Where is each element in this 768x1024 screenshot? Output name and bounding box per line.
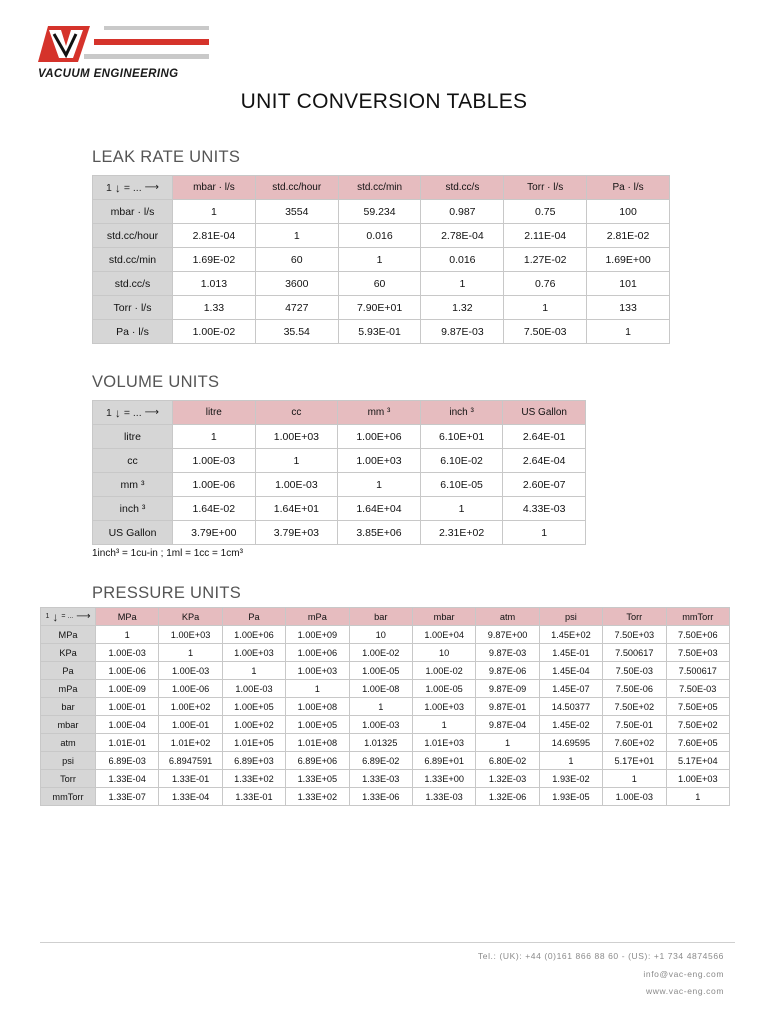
table-row	[41, 716, 730, 734]
table-cell: 1	[587, 320, 670, 344]
row-header: inch ³	[93, 497, 173, 521]
table-cell: 0.016	[338, 224, 421, 248]
table-cell: 1.00E+06	[338, 425, 421, 449]
row-header: Pa	[41, 662, 96, 680]
table-cell: 1	[666, 788, 729, 806]
table-cell: 1.00E-03	[173, 449, 256, 473]
table-cell: 1	[173, 200, 256, 224]
table-row	[41, 662, 730, 680]
volume-header-row	[93, 401, 586, 425]
leak-rate-table	[92, 175, 670, 344]
table-row	[93, 200, 670, 224]
table-cell: 2.78E-04	[421, 224, 504, 248]
row-header: Torr · l/s	[93, 296, 173, 320]
table-cell: 1.00E-02	[173, 320, 256, 344]
table-cell: 0.987	[421, 200, 504, 224]
row-header: psi	[41, 752, 96, 770]
table-cell: 60	[338, 272, 421, 296]
row-header: mPa	[41, 680, 96, 698]
table-cell: 9.87E-06	[476, 662, 539, 680]
table-cell: 10	[349, 626, 412, 644]
table-cell: 1.33E-03	[412, 788, 475, 806]
table-cell: 1.00E-01	[159, 716, 222, 734]
table-cell: 4.33E-03	[503, 497, 586, 521]
table-cell: 7.60E+05	[666, 734, 729, 752]
table-cell: 1.33E-06	[349, 788, 412, 806]
table-cell: 1.00E-02	[349, 644, 412, 662]
table-row	[41, 788, 730, 806]
table-cell: 3600	[255, 272, 338, 296]
arrow-right-icon: ⟶	[144, 407, 159, 418]
table-cell: 5.17E+04	[666, 752, 729, 770]
table-row	[41, 644, 730, 662]
table-cell: 1	[504, 296, 587, 320]
column-header: std.cc/hour	[255, 176, 338, 200]
table-cell: 1.00E-08	[349, 680, 412, 698]
table-cell: 2.64E-04	[503, 449, 586, 473]
table-cell: 7.50E+02	[603, 698, 666, 716]
table-cell: 1.01E+03	[412, 734, 475, 752]
table-cell: 0.75	[504, 200, 587, 224]
row-header: US Gallon	[93, 521, 173, 545]
table-cell: 1.00E+09	[286, 626, 349, 644]
table-cell: 9.87E+00	[476, 626, 539, 644]
table-cell: 1.00E+03	[338, 449, 421, 473]
table-cell: 0.016	[421, 248, 504, 272]
table-cell: 1.00E+06	[286, 644, 349, 662]
table-row	[41, 698, 730, 716]
arrow-down-icon: ↓	[52, 609, 59, 624]
table-cell: 4727	[255, 296, 338, 320]
table-cell: 1.00E+03	[286, 662, 349, 680]
corner-one: 1	[106, 181, 112, 194]
column-header: KPa	[159, 608, 222, 626]
leak-rate-title: LEAK RATE UNITS	[92, 148, 241, 166]
table-cell: 1.00E+03	[222, 644, 285, 662]
row-header: cc	[93, 449, 173, 473]
table-cell: 7.500617	[603, 644, 666, 662]
table-cell: 1.00E-04	[96, 716, 159, 734]
table-cell: 1.00E-03	[255, 473, 338, 497]
table-cell: 7.50E-01	[603, 716, 666, 734]
table-cell: 3554	[255, 200, 338, 224]
table-cell: 1.00E+08	[286, 698, 349, 716]
row-header: std.cc/s	[93, 272, 173, 296]
column-header: bar	[349, 608, 412, 626]
table-cell: 59.234	[338, 200, 421, 224]
table-cell: 6.89E+01	[412, 752, 475, 770]
table-cell: 6.89E-03	[96, 752, 159, 770]
table-cell: 1.00E-09	[96, 680, 159, 698]
column-header: mm ³	[338, 401, 421, 425]
table-cell: 1.93E-02	[539, 770, 602, 788]
column-header: std.cc/min	[338, 176, 421, 200]
row-header: KPa	[41, 644, 96, 662]
table-cell: 1	[338, 473, 421, 497]
table-cell: 1.00E-02	[412, 662, 475, 680]
table-cell: 9.87E-03	[476, 644, 539, 662]
table-cell: 9.87E-04	[476, 716, 539, 734]
corner-legend-content	[106, 182, 159, 194]
table-cell: 1.00E-05	[349, 662, 412, 680]
column-header: Pa	[222, 608, 285, 626]
table-cell: 1.45E-07	[539, 680, 602, 698]
table-cell: 1.00E-01	[96, 698, 159, 716]
column-header: mbar · l/s	[173, 176, 256, 200]
table-cell: 1.00E+03	[255, 425, 338, 449]
table-cell: 1.69E+00	[587, 248, 670, 272]
table-cell: 7.50E-03	[504, 320, 587, 344]
table-cell: 1	[159, 644, 222, 662]
table-cell: 1.33E-01	[159, 770, 222, 788]
brand-name: VACUUM ENGINEERING	[38, 68, 179, 80]
volume-table	[92, 400, 586, 545]
table-cell: 1	[412, 716, 475, 734]
table-cell: 1.69E-02	[173, 248, 256, 272]
table-cell: 1	[255, 224, 338, 248]
row-header: Pa · l/s	[93, 320, 173, 344]
table-cell: 6.89E+06	[286, 752, 349, 770]
table-cell: 1.00E-03	[159, 662, 222, 680]
table-cell: 6.89E+03	[222, 752, 285, 770]
table-row	[93, 248, 670, 272]
table-cell: 1.00E+03	[412, 698, 475, 716]
corner-legend	[93, 176, 173, 200]
arrow-right-icon: ⟶	[144, 182, 159, 193]
table-cell: 1.45E-04	[539, 662, 602, 680]
table-cell: 2.81E-02	[587, 224, 670, 248]
table-cell: 2.11E-04	[504, 224, 587, 248]
page-title: UNIT CONVERSION TABLES	[240, 90, 528, 113]
table-cell: 1	[255, 449, 338, 473]
table-cell: 60	[255, 248, 338, 272]
table-row	[93, 296, 670, 320]
pressure-title: PRESSURE UNITS	[92, 584, 242, 602]
table-cell: 1.33E+00	[412, 770, 475, 788]
table-cell: 1.27E-02	[504, 248, 587, 272]
table-cell: 1.33E-03	[349, 770, 412, 788]
table-cell: 7.90E+01	[338, 296, 421, 320]
table-cell: 1.32	[421, 296, 504, 320]
table-cell: 133	[587, 296, 670, 320]
corner-one: 1	[45, 613, 50, 620]
arrow-right-icon: ⟶	[76, 611, 91, 622]
table-cell: 2.31E+02	[420, 521, 503, 545]
table-cell: 35.54	[255, 320, 338, 344]
table-cell: 1.01E+08	[286, 734, 349, 752]
table-cell: 7.50E-03	[603, 662, 666, 680]
table-cell: 2.81E-04	[173, 224, 256, 248]
table-cell: 1.64E+04	[338, 497, 421, 521]
row-header: mbar · l/s	[93, 200, 173, 224]
row-header: std.cc/hour	[93, 224, 173, 248]
table-cell: 1.01E+02	[159, 734, 222, 752]
table-cell: 1.00E-03	[603, 788, 666, 806]
table-cell: 1.45E-01	[539, 644, 602, 662]
table-cell: 2.64E-01	[503, 425, 586, 449]
table-row	[41, 734, 730, 752]
table-cell: 100	[587, 200, 670, 224]
table-cell: 14.69595	[539, 734, 602, 752]
table-cell: 1	[286, 680, 349, 698]
table-cell: 0.76	[504, 272, 587, 296]
column-header: atm	[476, 608, 539, 626]
table-cell: 10	[412, 644, 475, 662]
column-header: litre	[173, 401, 256, 425]
footer-divider	[40, 942, 735, 943]
row-header: MPa	[41, 626, 96, 644]
table-cell: 14.50377	[539, 698, 602, 716]
table-cell: 1.33	[173, 296, 256, 320]
pressure-table	[40, 607, 730, 806]
table-cell: 6.10E-05	[420, 473, 503, 497]
corner-legend	[41, 608, 96, 626]
table-cell: 1.013	[173, 272, 256, 296]
table-cell: 1.01E-01	[96, 734, 159, 752]
table-cell: 1.00E-03	[349, 716, 412, 734]
leak-header-row	[93, 176, 670, 200]
table-cell: 1.33E+02	[286, 788, 349, 806]
row-header: litre	[93, 425, 173, 449]
table-cell: 5.17E+01	[603, 752, 666, 770]
table-cell: 1.93E-05	[539, 788, 602, 806]
table-cell: 1	[421, 272, 504, 296]
footer-email[interactable]: info@vac-eng.com	[643, 969, 724, 979]
table-cell: 7.50E+02	[666, 716, 729, 734]
footer-phone: Tel.: (UK): +44 (0)161 866 88 60 - (US): +1 734 4874566	[477, 951, 724, 961]
column-header: mbar	[412, 608, 475, 626]
table-cell: 1.45E+02	[539, 626, 602, 644]
pressure-header-row	[41, 608, 730, 626]
table-cell: 1.32E-06	[476, 788, 539, 806]
table-cell: 6.10E-02	[420, 449, 503, 473]
column-header: Pa · l/s	[587, 176, 670, 200]
table-cell: 1	[222, 662, 285, 680]
table-cell: 6.80E-02	[476, 752, 539, 770]
table-cell: 1.00E-06	[173, 473, 256, 497]
table-row	[93, 473, 586, 497]
table-cell: 1.32E-03	[476, 770, 539, 788]
table-cell: 1.00E+02	[159, 698, 222, 716]
corner-equals: = ...	[123, 181, 142, 194]
table-cell: 1.00E-03	[96, 644, 159, 662]
table-cell: 1	[349, 698, 412, 716]
table-cell: 1.64E-02	[173, 497, 256, 521]
table-cell: 1.00E-06	[159, 680, 222, 698]
table-row	[93, 425, 586, 449]
table-cell: 1.33E-04	[159, 788, 222, 806]
column-header: cc	[255, 401, 338, 425]
table-row	[93, 320, 670, 344]
corner-legend-content	[106, 407, 159, 419]
table-cell: 6.10E+01	[420, 425, 503, 449]
table-row	[93, 224, 670, 248]
table-cell: 7.50E-03	[666, 680, 729, 698]
table-cell: 9.87E-03	[421, 320, 504, 344]
table-row	[93, 521, 586, 545]
table-cell: 1	[338, 248, 421, 272]
table-cell: 1.01325	[349, 734, 412, 752]
footer-web[interactable]: www.vac-eng.com	[646, 986, 724, 996]
table-row	[41, 680, 730, 698]
table-cell: 1.00E+05	[286, 716, 349, 734]
table-row	[93, 497, 586, 521]
column-header: inch ³	[420, 401, 503, 425]
table-cell: 1	[173, 425, 256, 449]
table-row	[93, 272, 670, 296]
table-cell: 3.85E+06	[338, 521, 421, 545]
table-row	[93, 449, 586, 473]
table-cell: 7.500617	[666, 662, 729, 680]
table-cell: 7.50E+06	[666, 626, 729, 644]
row-header: Torr	[41, 770, 96, 788]
table-cell: 1.64E+01	[255, 497, 338, 521]
corner-equals: = ...	[123, 406, 142, 419]
table-cell: 1.01E+05	[222, 734, 285, 752]
table-cell: 3.79E+03	[255, 521, 338, 545]
table-cell: 2.60E-07	[503, 473, 586, 497]
corner-legend-content	[45, 611, 90, 623]
table-cell: 1	[539, 752, 602, 770]
volume-title: VOLUME UNITS	[92, 373, 220, 391]
table-cell: 1.33E-04	[96, 770, 159, 788]
corner-equals: = ...	[61, 613, 74, 620]
column-header: Torr	[603, 608, 666, 626]
table-cell: 1.00E-05	[412, 680, 475, 698]
arrow-down-icon: ↓	[114, 405, 121, 420]
column-header: US Gallon	[503, 401, 586, 425]
table-cell: 9.87E-01	[476, 698, 539, 716]
table-cell: 7.50E-06	[603, 680, 666, 698]
table-cell: 3.79E+00	[173, 521, 256, 545]
table-cell: 1	[96, 626, 159, 644]
arrow-down-icon: ↓	[114, 180, 121, 195]
column-header: std.cc/s	[421, 176, 504, 200]
table-cell: 1.00E+04	[412, 626, 475, 644]
table-cell: 1.00E+03	[666, 770, 729, 788]
table-cell: 1	[603, 770, 666, 788]
table-cell: 1.33E+02	[222, 770, 285, 788]
table-cell: 9.87E-09	[476, 680, 539, 698]
table-cell: 7.50E+03	[603, 626, 666, 644]
column-header: mmTorr	[666, 608, 729, 626]
table-cell: 1.00E-06	[96, 662, 159, 680]
column-header: mPa	[286, 608, 349, 626]
table-cell: 1	[503, 521, 586, 545]
volume-footnote: 1inch³ = 1cu-in ; 1ml = 1cc = 1cm³	[92, 548, 243, 559]
table-cell: 1.33E-07	[96, 788, 159, 806]
row-header: atm	[41, 734, 96, 752]
row-header: mm ³	[93, 473, 173, 497]
table-cell: 7.50E+03	[666, 644, 729, 662]
row-header: mmTorr	[41, 788, 96, 806]
row-header: bar	[41, 698, 96, 716]
table-row	[41, 770, 730, 788]
table-cell: 1.45E-02	[539, 716, 602, 734]
column-header: psi	[539, 608, 602, 626]
corner-one: 1	[106, 406, 112, 419]
table-cell: 1.33E+05	[286, 770, 349, 788]
table-cell: 6.89E-02	[349, 752, 412, 770]
corner-legend	[93, 401, 173, 425]
table-row	[41, 626, 730, 644]
table-cell: 1	[476, 734, 539, 752]
row-header: mbar	[41, 716, 96, 734]
table-cell: 7.50E+05	[666, 698, 729, 716]
table-cell: 6.8947591	[159, 752, 222, 770]
table-cell: 1.33E-01	[222, 788, 285, 806]
table-cell: 101	[587, 272, 670, 296]
column-header: Torr · l/s	[504, 176, 587, 200]
table-cell: 1.00E+06	[222, 626, 285, 644]
table-cell: 1.00E+05	[222, 698, 285, 716]
row-header: std.cc/min	[93, 248, 173, 272]
table-cell: 1.00E+02	[222, 716, 285, 734]
table-cell: 5.93E-01	[338, 320, 421, 344]
table-cell: 7.60E+02	[603, 734, 666, 752]
table-cell: 1	[420, 497, 503, 521]
column-header: MPa	[96, 608, 159, 626]
table-row	[41, 752, 730, 770]
table-cell: 1.00E-03	[222, 680, 285, 698]
table-cell: 1.00E+03	[159, 626, 222, 644]
